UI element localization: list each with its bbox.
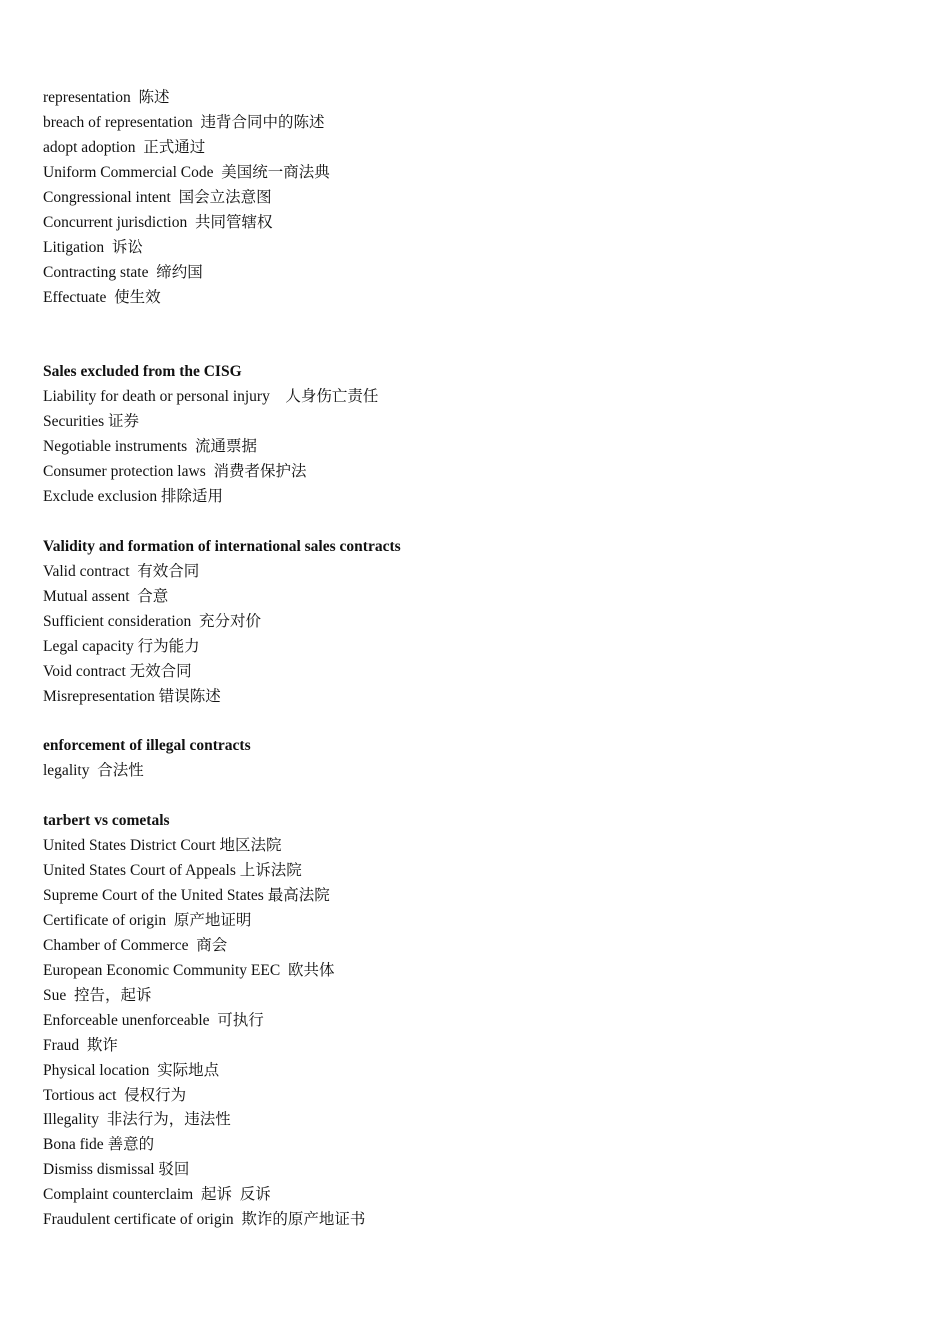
glossary-entry: Void contract 无效合同 <box>43 662 192 680</box>
glossary-entry: Complaint counterclaim 起诉 反诉 <box>43 1186 271 1204</box>
blank-line <box>43 335 950 360</box>
glossary-entry: Fraudulent certificate of origin 欺诈的原产地证书 <box>43 1211 366 1229</box>
section-heading: Sales excluded from the CISG <box>43 363 242 381</box>
glossary-entry: Mutual assent 合意 <box>43 587 169 605</box>
blank-line <box>43 510 950 535</box>
glossary-entry: United States Court of Appeals 上诉法院 <box>43 862 302 880</box>
glossary-entry: Sue 控告，起诉 <box>43 986 152 1004</box>
glossary-entry: Sufficient consideration 充分对价 <box>43 612 261 630</box>
section-heading: tarbert vs cometals <box>43 812 170 830</box>
glossary-entry: Legal capacity 行为能力 <box>43 637 200 655</box>
blank-line <box>43 709 950 734</box>
glossary-entry: representation 陈述 <box>43 89 170 106</box>
glossary-entry: Valid contract 有效合同 <box>43 562 200 580</box>
glossary-entry: Misrepresentation 错误陈述 <box>43 687 221 705</box>
glossary-entry: Tortious act 侵权行为 <box>43 1086 187 1104</box>
glossary-entry: Exclude exclusion 排除适用 <box>43 488 223 505</box>
glossary-entry: Supreme Court of the United States 最高法院 <box>43 887 330 904</box>
glossary-content <box>43 86 950 1233</box>
blank-line <box>43 310 950 335</box>
blank-line <box>43 784 950 809</box>
glossary-entry: European Economic Community EEC 欧共体 <box>43 961 335 979</box>
glossary-entry: Litigation 诉讼 <box>43 238 143 256</box>
glossary-entry: Chamber of Commerce 商会 <box>43 936 228 954</box>
section-heading: Validity and formation of international sales contracts <box>43 537 401 555</box>
glossary-entry: Dismiss dismissal 驳回 <box>43 1161 190 1179</box>
glossary-entry: Physical location 实际地点 <box>43 1061 220 1079</box>
glossary-entry: Uniform Commercial Code 美国统一商法典 <box>43 163 330 181</box>
glossary-entry: Concurrent jurisdiction 共同管辖权 <box>43 213 273 231</box>
glossary-entry: Bona fide 善意的 <box>43 1136 155 1154</box>
glossary-entry: adopt adoption 正式通过 <box>43 138 206 156</box>
glossary-entry: Congressional intent 国会立法意图 <box>43 188 272 206</box>
glossary-entry: Fraud 欺诈 <box>43 1036 118 1054</box>
glossary-entry: Illegality 非法行为，违法性 <box>43 1111 231 1129</box>
glossary-entry: Effectuate 使生效 <box>43 288 161 306</box>
glossary-entry: Liability for death or personal injury 人身伤亡责任 <box>43 388 379 406</box>
glossary-entry: Negotiable instruments 流通票据 <box>43 438 257 456</box>
glossary-entry: Consumer protection laws 消费者保护法 <box>43 463 307 481</box>
glossary-entry: United States District Court 地区法院 <box>43 837 282 855</box>
glossary-entry: breach of representation 违背合同中的陈述 <box>43 113 325 131</box>
glossary-entry: Contracting state 缔约国 <box>43 263 203 281</box>
glossary-entry: legality 合法性 <box>43 762 144 780</box>
glossary-entry: Enforceable unenforceable 可执行 <box>43 1011 264 1029</box>
glossary-entry: Certificate of origin 原产地证明 <box>43 911 252 929</box>
section-heading: enforcement of illegal contracts <box>43 737 251 755</box>
glossary-entry: Securities 证券 <box>43 413 139 431</box>
